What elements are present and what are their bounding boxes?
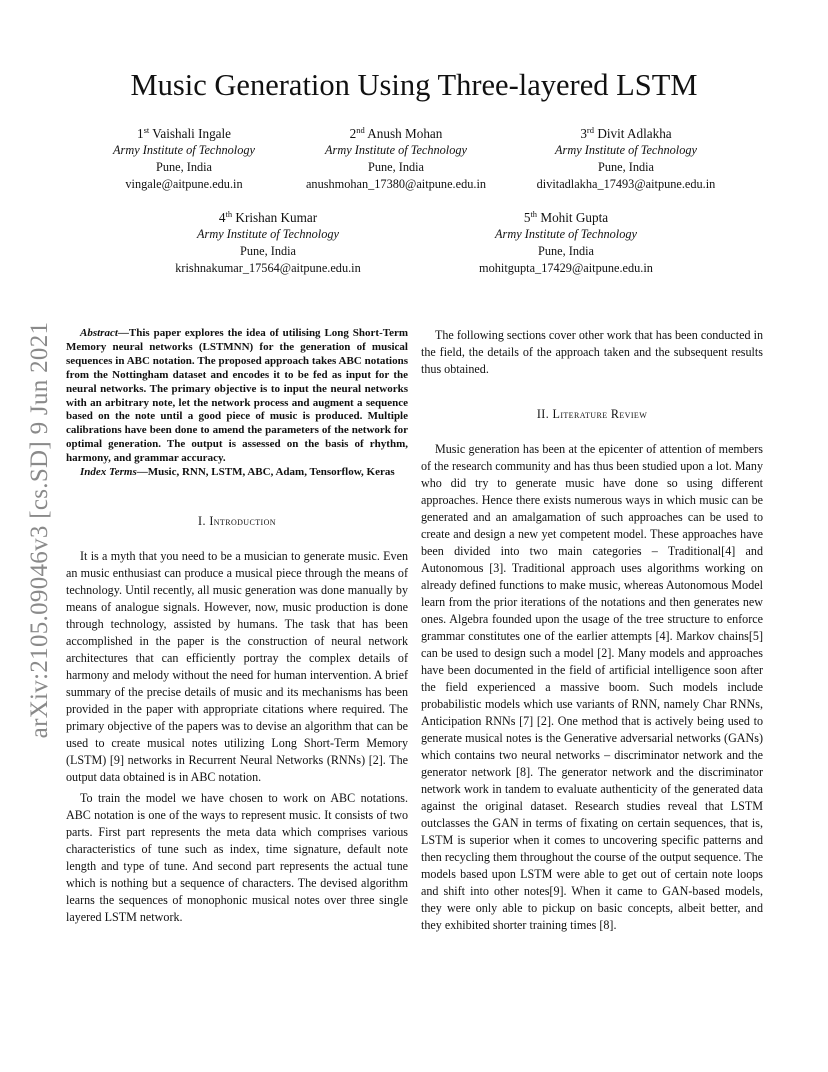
author-affiliation: Army Institute of Technology — [555, 143, 697, 157]
author-location: Pune, India — [155, 160, 212, 174]
author-name: 4th Krishan Kumar — [218, 209, 318, 225]
author-email: anushmohan_17380@aitpune.edu.in — [305, 177, 487, 191]
author-email: divitadlakha_17493@aitpune.edu.in — [536, 177, 716, 191]
author-location: Pune, India — [537, 244, 594, 258]
abstract: Abstract—This paper explores the idea of utilising Long Short-Term Memory neural networks (LSTMNN) for the generation of musical sequences in ABC notation. The proposed approach takes ABC notations from the Nottingham dataset and encodes it to be fed as input for the neural networks. The primary objective is to input the neural networks with an arbitrary note, let the network process and augment a sequence based on the note until a good piece of music is produced. Multiple calibrations have been done to amend the parameters of the network for optimal generation. The output is assessed on the basis of rhythm, harmony, and grammar accuracy. — [66, 327, 408, 465]
author-email: mohitgupta_17429@aitpune.edu.in — [479, 261, 653, 275]
author-name: 5th Mohit Gupta — [523, 209, 609, 225]
author-affiliation: Army Institute of Technology — [325, 143, 467, 157]
paper-title: Music Generation Using Three-layered LSTM — [130, 68, 698, 102]
author-location: Pune, India — [597, 160, 654, 174]
index-terms: Index Terms—Music, RNN, LSTM, ABC, Adam, Tensorflow, Keras — [80, 466, 395, 479]
literature-paragraph-1: Music generation has been at the epicenter of attention of members of the research community and has thus been studied upon a lot. Many who did try to generate music have done so using different approaches. Hence there exists numerous ways in which music can be generated and an amalgamation of such approaches can be used to create and design a new yet competent model. These approaches have been divided into two main categories – Traditional[4] and Autonomous [3]. Traditional approach uses algorithms working on already defined functions to make music, whereas Autonomous Model learn from the prior iterations of the notations and then generates new ones. Algebra founded upon the usage of the tree structure to enforce grammar constitutes one of the earlier attempts [4]. Markov chains[5] can be used to design such a model [2]. Many models and approaches have been documented in the field of artificial intelligence soon after the field experienced a massive boom. Such models include probabilistic models which use variants of RNN, namely Char RNNs, Anticipation RNNs [7] [2]. One method that is actively being used to generate musical notes is the Generative adversarial networks (GANs) which contains two neural networks – discriminator network and the generator network [8]. The generator network and the discriminator network work in tandem to evaluate authenticity of the generated data against the original dataset. Research studies reveal that LSTM outclasses the GAN in terms of fixating on certain sequences, that is, LSTM is superior when it comes to uncovering specific patterns and then recycling them throughout the course of the output sequence. The models based upon LSTM were able to get out of certain note loops and shift into other notes[9]. When it came to GAN-based models, they were only able to pickup on basic concepts, albeit better, and they exhibited shorter training times [8]. — [421, 442, 763, 932]
author-name: 2nd Anush Mohan — [349, 125, 443, 141]
author-affiliation: Army Institute of Technology — [495, 227, 637, 241]
author-3 — [516, 125, 736, 193]
author-location: Pune, India — [367, 160, 424, 174]
author-1 — [84, 125, 284, 193]
author-name: 1st Vaishali Ingale — [136, 125, 232, 141]
author-email: krishnakumar_17564@aitpune.edu.in — [175, 261, 361, 275]
author-name: 3rd Divit Adlakha — [580, 125, 672, 141]
right-column — [421, 327, 763, 934]
author-email: vingale@aitpune.edu.in — [125, 177, 243, 191]
section-heading-literature-review: II. Literature Review — [536, 407, 648, 421]
author-location: Pune, India — [239, 244, 296, 258]
section-heading-introduction: I. Introduction — [198, 513, 276, 528]
arxiv-stamp: arXiv:2105.09046v3 [cs.SD] 9 Jun 2021 — [26, 321, 53, 739]
author-5 — [456, 209, 676, 277]
author-4 — [158, 209, 378, 277]
author-affiliation: Army Institute of Technology — [113, 143, 255, 157]
author-affiliation: Army Institute of Technology — [197, 227, 339, 241]
intro-paragraph-2: To train the model we have chosen to work on ABC notations. ABC notation is one of the ways to represent music. It consists of two parts. First part represents the meta data which comprises various characteristics of tune such as index, time signature, default note length and type of tune. And second part represents the actual tune which is nothing but a sequence of characters. The devised algorithm learns the sequences of monophonic musical notes over three single layered LSTM network. — [66, 790, 408, 924]
intro-paragraph-1: It is a myth that you need to be a musician to generate music. Even an music enthusiast can produce a musical piece through the means of technology. Until recently, all music generation was done manually by means of analogue signals. However, now, music production is done through technology, assisted by humans. The task that has been accomplished in the paper is the construction of neural network architectures that can efficiently portray the complex details of harmony and melody without the need for human intervention. A brief summary of the precise details of music and its mechanisms has been provided in the paper with appropriate citations where required. The primary objective of the papers was to devise an algorithm that can be used to create musical notes utilizing Long Short-Term Memory (LSTM) [9] networks in Recurrent Neural Networks (RNNs) [2]. The output data obtained is in ABC notation. — [66, 548, 408, 784]
left-column — [66, 327, 408, 926]
intro-paragraph-3: The following sections cover other work that has been conducted in the field, the details of the approach taken and the subsequent results thus obtained. — [421, 328, 763, 376]
author-2 — [286, 125, 506, 193]
